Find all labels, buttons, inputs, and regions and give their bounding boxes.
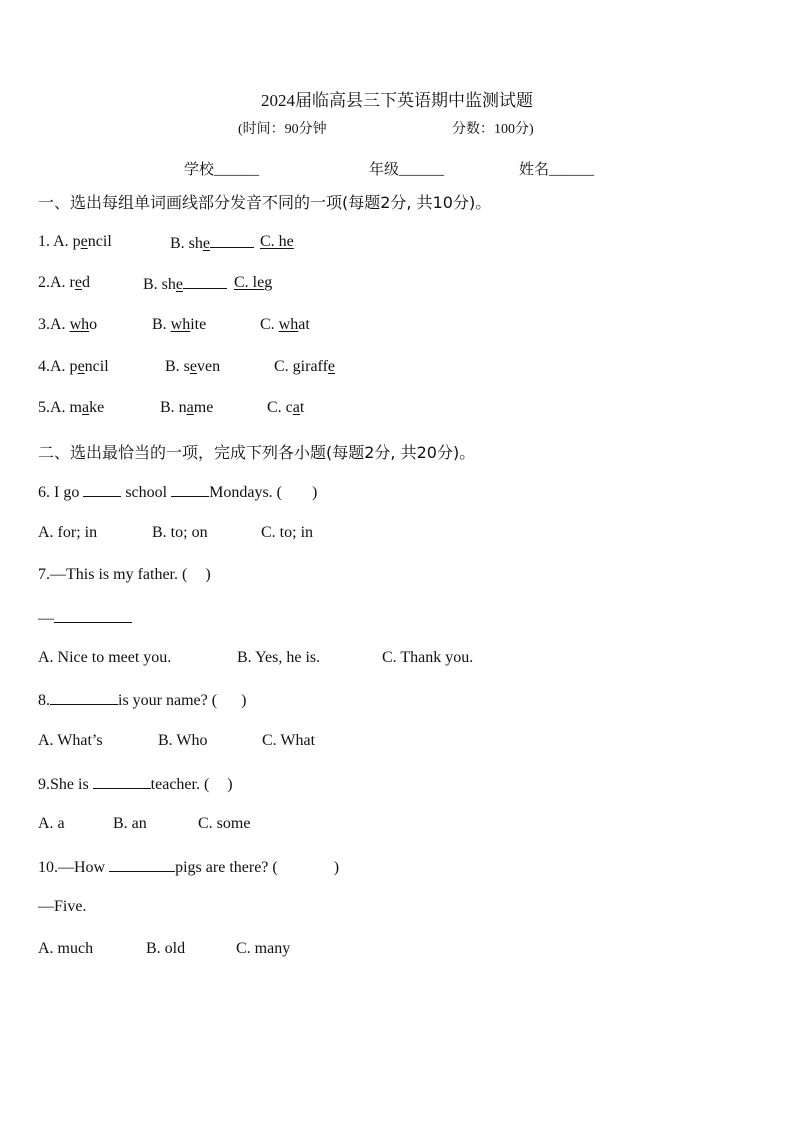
- question-10-answer: —Five.: [38, 898, 87, 915]
- q2-option-b: B. she: [143, 274, 227, 294]
- q4-option-b: B. seven: [165, 358, 221, 375]
- question-6-options: [38, 524, 758, 546]
- question-7-stem: 7.—This is my father. ( ): [38, 566, 211, 583]
- q7-option-c: C. Thank you.: [382, 649, 474, 666]
- q5-option-a: 5.A. make: [38, 399, 105, 416]
- q10-option-c: C. many: [236, 940, 291, 957]
- name-field: 姓名______: [519, 162, 595, 178]
- q9-option-c: C. some: [198, 815, 251, 832]
- question-9-options: [38, 815, 758, 837]
- q3-option-a: 3.A. who: [38, 316, 98, 333]
- q1-option-c: C. he: [260, 233, 294, 250]
- q6-option-b: B. to; on: [152, 524, 208, 541]
- q5-option-c: C. cat: [267, 399, 305, 416]
- q8-option-a: A. What’s: [38, 732, 103, 749]
- question-2: [38, 274, 758, 296]
- q8-option-c: C. What: [262, 732, 316, 749]
- q6-option-c: C. to; in: [261, 524, 314, 541]
- q9-option-a: A. a: [38, 815, 65, 832]
- q3-option-b: B. white: [152, 316, 207, 333]
- question-8-options: [38, 732, 758, 754]
- page-title: 2024届临高县三下英语期中监测试题: [261, 91, 533, 110]
- q10-option-b: B. old: [146, 940, 186, 957]
- q3-option-c: C. what: [260, 316, 310, 333]
- question-4: [38, 358, 758, 380]
- question-8-stem: 8. is your name? ( ): [38, 692, 247, 709]
- q10-option-a: A. much: [38, 940, 94, 957]
- question-10-stem: 10.—How pigs are there? ( ): [38, 859, 340, 876]
- grade-field: 年级______: [369, 162, 445, 178]
- total-score: 分数：100分): [452, 122, 534, 137]
- question-10-options: [38, 940, 758, 962]
- q5-option-b: B. name: [160, 399, 214, 416]
- question-1: [38, 233, 758, 255]
- q4-option-c: C. giraffe: [274, 358, 336, 375]
- question-6-stem: 6. I go school Mondays. ( ): [38, 484, 318, 501]
- time-limit: (时间：90分钟: [238, 122, 327, 137]
- question-7-reply: —: [38, 608, 132, 628]
- question-5: [38, 399, 758, 421]
- q1-option-b: B. she: [170, 233, 254, 253]
- school-field: 学校______: [184, 162, 260, 178]
- q6-option-a: A. for; in: [38, 524, 98, 541]
- question-9-stem: 9.She is teacher. ( ): [38, 776, 233, 793]
- question-3: [38, 316, 758, 338]
- q7-option-b: B. Yes, he is.: [237, 649, 321, 666]
- question-7-options: [38, 649, 758, 671]
- q7-option-a: A. Nice to meet you.: [38, 649, 172, 666]
- q1-option-a: 1. A. pencil: [38, 233, 112, 250]
- q4-option-a: 4.A. pencil: [38, 358, 109, 375]
- q9-option-b: B. an: [113, 815, 147, 832]
- q2-option-c: C. leg: [234, 274, 273, 291]
- q8-option-b: B. Who: [158, 732, 208, 749]
- section1-heading: 一、选出每组单词画线部分发音不同的一项(每题2分, 共10分)。: [38, 193, 492, 212]
- section2-heading: 二、选出最恰当的一项，完成下列各小题(每题2分, 共20分)。: [38, 443, 476, 462]
- q2-option-a: 2.A. red: [38, 274, 90, 291]
